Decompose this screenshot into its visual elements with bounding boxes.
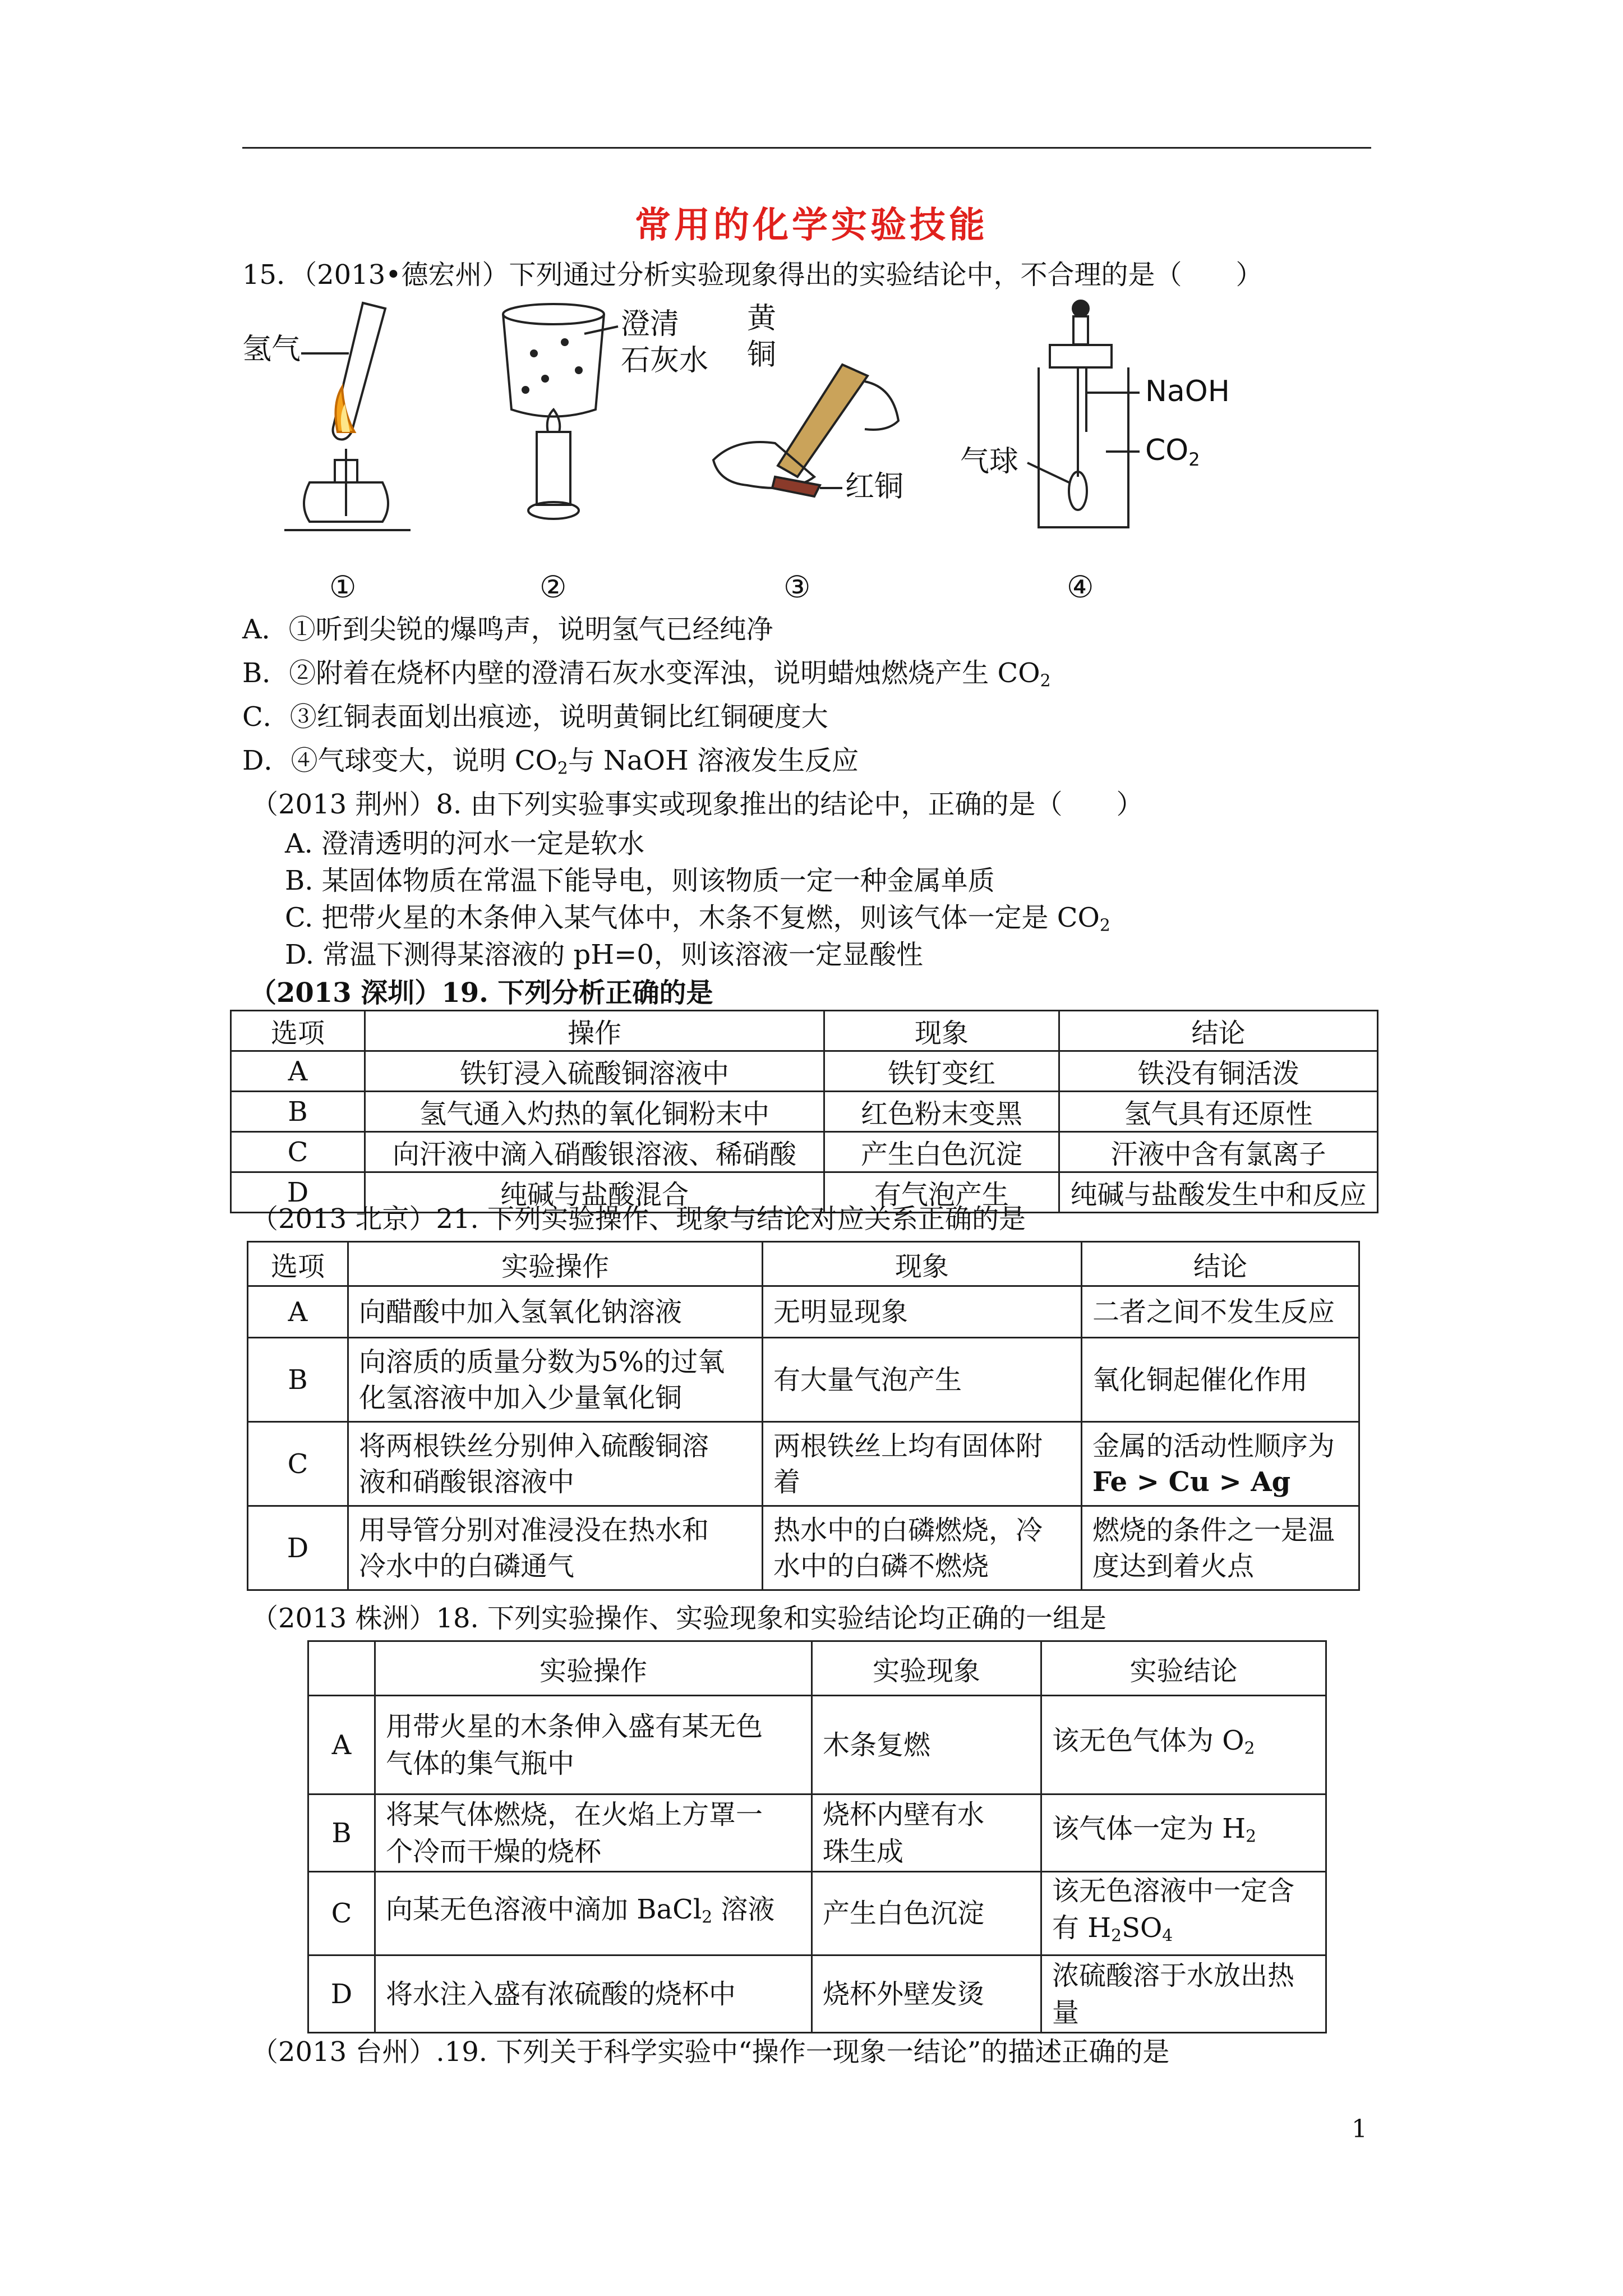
svg-text:NaOH: NaOH [1145,375,1230,408]
table-header-row: 实验操作 实验现象 实验结论 [308,1641,1326,1696]
jingzhou-option-a: A. 澄清透明的河水一定是软水 [285,828,645,859]
table-row: A 用带火星的木条伸入盛有某无色 气体的集气瓶中 木条复燃 该无色气体为 $O_2$ [308,1696,1326,1795]
figure-4-naoh-balloon [960,301,1230,527]
q15-option-c: C．③红铜表面划出痕迹，说明黄铜比红铜硬度大 [242,701,828,733]
table-header-row: 选项 实验操作 现象 结论 [248,1242,1359,1286]
fig-number-2: ② [540,569,567,605]
fig-number-1: ① [329,569,357,605]
svg-text:红铜: 红铜 [845,470,904,504]
table-row: C 向某无色溶液中滴加 BaCl$_2$ 溶液 产生白色沉淀 该无色溶液中一定含 有 $H_2SO_4$ [308,1872,1326,1955]
q15-option-b: B．②附着在烧杯内壁的澄清石灰水变浑浊，说明蜡烛燃烧产生 $CO_2$ [242,657,1051,691]
fig-number-4: ④ [1067,569,1094,605]
q15-option-d: D．④气球变大，说明 $CO_2$与 NaOH 溶液发生反应 [242,745,859,779]
svg-text:气球: 气球 [960,445,1019,478]
fig-number-3: ③ [783,569,811,605]
jingzhou-option-b: B. 某固体物质在常温下能导电，则该物质一定一种金属单质 [285,865,995,896]
taizhou-stem: （2013 台州）.19. 下列关于科学实验中“操作一现象一结论”的描述正确的是 [251,2036,1170,2068]
table-row: D 用导管分别对准浸没在热水和 冷水中的白磷通气 热水中的白磷燃烧，冷 水中的白磷不燃烧 燃烧的条件之一是温 度达到着火点 [248,1506,1359,1590]
svg-text:铜: 铜 [747,338,777,372]
table-row: C 向汗液中滴入硝酸银溶液、稀硝酸 产生白色沉淀 汗液中含有氯离子 [231,1132,1378,1172]
jingzhou-stem: （2013 荆州）8. 由下列实验事实或现象推出的结论中，正确的是（ ） [251,789,1144,820]
header-rule [242,147,1371,149]
jingzhou-option-d: D. 常温下测得某溶液的 pH=0，则该溶液一定显酸性 [285,939,923,970]
table-row: D 将水注入盛有浓硫酸的烧杯中 烧杯外壁发烫 浓硫酸溶于水放出热 量 [308,1955,1326,2033]
beijing-table [247,1241,1360,1591]
q15-figures [242,292,1308,606]
svg-text:CO2: CO2 [1145,434,1200,470]
table-row: B 向溶质的质量分数为5%的过氧 化氢溶液中加入少量氧化铜 有大量气泡产生 氧化铜起催化作用 [248,1338,1359,1422]
figure-2-limewater-beaker [503,304,708,519]
q15-option-a: A．①听到尖锐的爆鸣声，说明氢气已经纯净 [242,614,773,645]
label-hydrogen: 氢气 [242,333,301,366]
jingzhou-option-c: C. 把带火星的木条伸入某气体中，木条不复燃，则该气体一定是 $CO_2$ [285,902,1110,936]
table-row: A 铁钉浸入硫酸铜溶液中 铁钉变红 铁没有铜活泼 [231,1051,1378,1092]
table-row: C 将两根铁丝分别伸入硫酸铜溶 液和硝酸银溶液中 两根铁丝上均有固体附 着 金属的活动性顺序为 Fe > Cu > Ag [248,1422,1359,1506]
table-row: A 向醋酸中加入氢氧化钠溶液 无明显现象 二者之间不发生反应 [248,1286,1359,1338]
svg-text:澄清: 澄清 [621,307,680,341]
shenzhen-table [230,1010,1378,1213]
table-row: B 将某气体燃烧，在火焰上方罩一 个冷而干燥的烧杯 烧杯内壁有水 珠生成 该气体一定为 $H_2$ [308,1795,1326,1872]
zhuzhou-stem: （2013 株洲）18. 下列实验操作、实验现象和实验结论均正确的一组是 [251,1603,1107,1634]
q15-stem: 15．（2013•德宏州）下列通过分析实验现象得出的实验结论中，不合理的是（ ） [242,259,1263,291]
figure-1-hydrogen-test [242,303,411,530]
page-title: 常用的化学实验技能 [635,205,988,246]
svg-text:石灰水: 石灰水 [621,344,709,378]
shenzhen-stem: （2013 深圳）19. 下列分析正确的是 [250,977,713,1009]
table-row: B 氢气通入灼热的氧化铜粉末中 红色粉末变黑 氢气具有还原性 [231,1092,1378,1132]
svg-text:黄: 黄 [747,302,777,335]
zhuzhou-table [307,1640,1327,2033]
beijing-stem: （2013 北京）21. 下列实验操作、现象与结论对应关系正确的是 [251,1203,1026,1235]
page-number: 1 [1352,2115,1367,2143]
table-row: D 纯碱与盐酸混合 有气泡产生 纯碱与盐酸发生中和反应 [231,1172,1378,1213]
table-header-row: 选项 操作 现象 结论 [231,1011,1378,1051]
figure-3-brass-scratch [713,302,903,504]
